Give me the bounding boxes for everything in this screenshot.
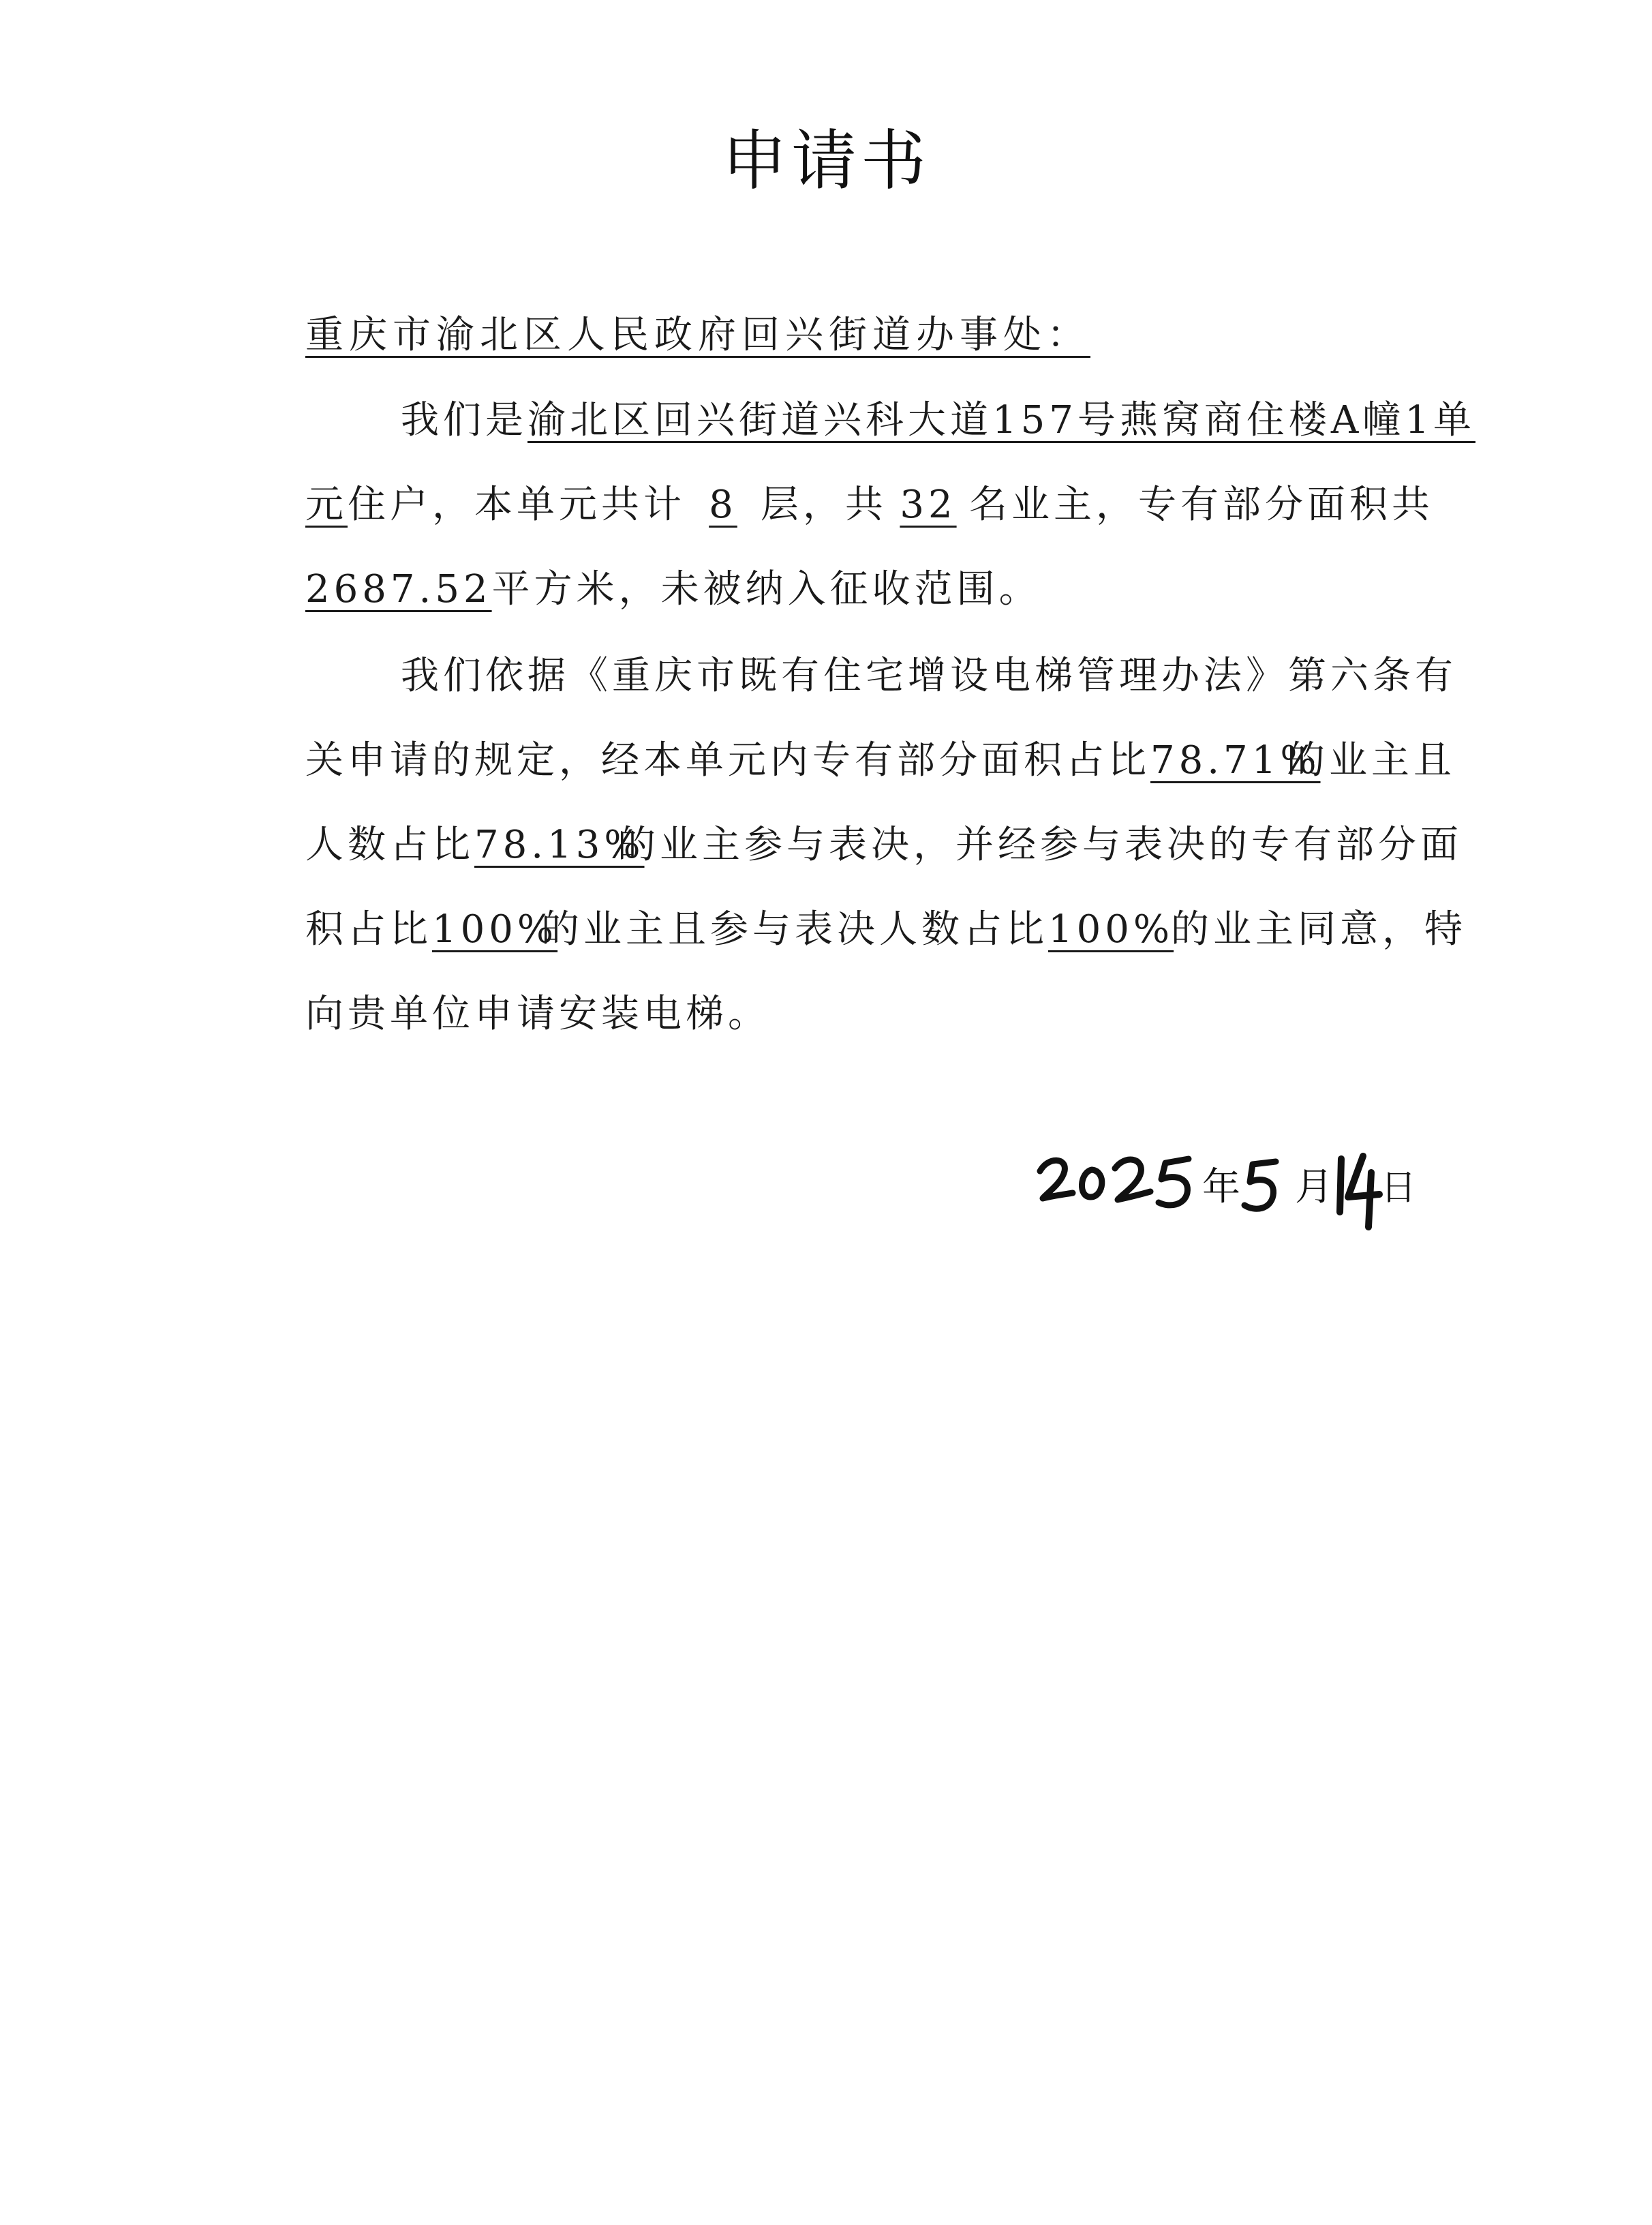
p2-text-7: 的业主同意，特: [1171, 907, 1467, 952]
addressee: 重庆市渝北区人民政府回兴街道办事处：: [305, 313, 1090, 357]
p2-line-1: 我们依据《重庆市既有住宅增设电梯管理办法》第六条有: [401, 654, 1457, 698]
handwritten-month: [1244, 1162, 1276, 1209]
floors-value: 8: [709, 483, 737, 527]
p1-text-1: 住户，本单元共计: [348, 483, 686, 527]
p2-text-6: 的业主且参与表决人数占比: [541, 907, 1048, 952]
paragraph-2-line-3: [305, 803, 1463, 888]
paragraph-2-line-4: [305, 888, 1467, 972]
paragraph-2-line-2: [305, 718, 1456, 803]
p2-text-3: 人数占比: [305, 823, 474, 867]
signature-date: [1036, 1132, 1418, 1234]
owners-value: 32: [900, 483, 957, 527]
p1-text-3: 名业主，专有部分面积共: [969, 483, 1434, 527]
month-label: 月: [1295, 1165, 1333, 1209]
handwritten-day: [1340, 1156, 1379, 1227]
p2-text-2: 的业主且: [1287, 738, 1456, 783]
area-value: 2687.52: [305, 567, 492, 611]
agree-people-ratio-value: 100%: [1048, 907, 1174, 952]
handwritten-year: [1040, 1159, 1189, 1205]
paragraph-2-line-5: [305, 972, 1409, 1057]
p2-text-4: 的业主参与表决，并经参与表决的专有部分面: [617, 823, 1463, 867]
paragraph-1-line-3: [305, 547, 1409, 632]
paragraph-2-line-1: [305, 634, 1457, 718]
year-label: 年: [1202, 1165, 1240, 1209]
p1-text-4: 平方米，未被纳入征收范围。: [491, 567, 1041, 611]
p2-text-8: 向贵单位申请安装电梯。: [305, 992, 770, 1036]
p1-lead: 我们是: [401, 398, 527, 442]
paragraph-1: [305, 378, 1475, 632]
document-title: 申请书: [722, 123, 930, 199]
area-ratio-value: 78.71%: [1150, 738, 1321, 783]
people-ratio-value: 78.13%: [474, 823, 645, 867]
p1-text-2: 层，共: [761, 483, 887, 527]
agree-area-ratio-value: 100%: [432, 907, 558, 952]
paragraph-1-line-2: [305, 463, 1434, 547]
p2-text-5: 积占比: [305, 907, 432, 952]
paragraph-2: [305, 634, 1467, 1057]
p1-address-end: 元: [305, 483, 348, 527]
day-label: 日: [1381, 1168, 1417, 1209]
p2-text-1: 关申请的规定，经本单元内专有部分面积占比: [305, 738, 1150, 783]
p1-address: 渝北区回兴街道兴科大道157号燕窝商住楼A幢1单: [527, 398, 1475, 442]
paragraph-1-line-1: [305, 378, 1475, 463]
